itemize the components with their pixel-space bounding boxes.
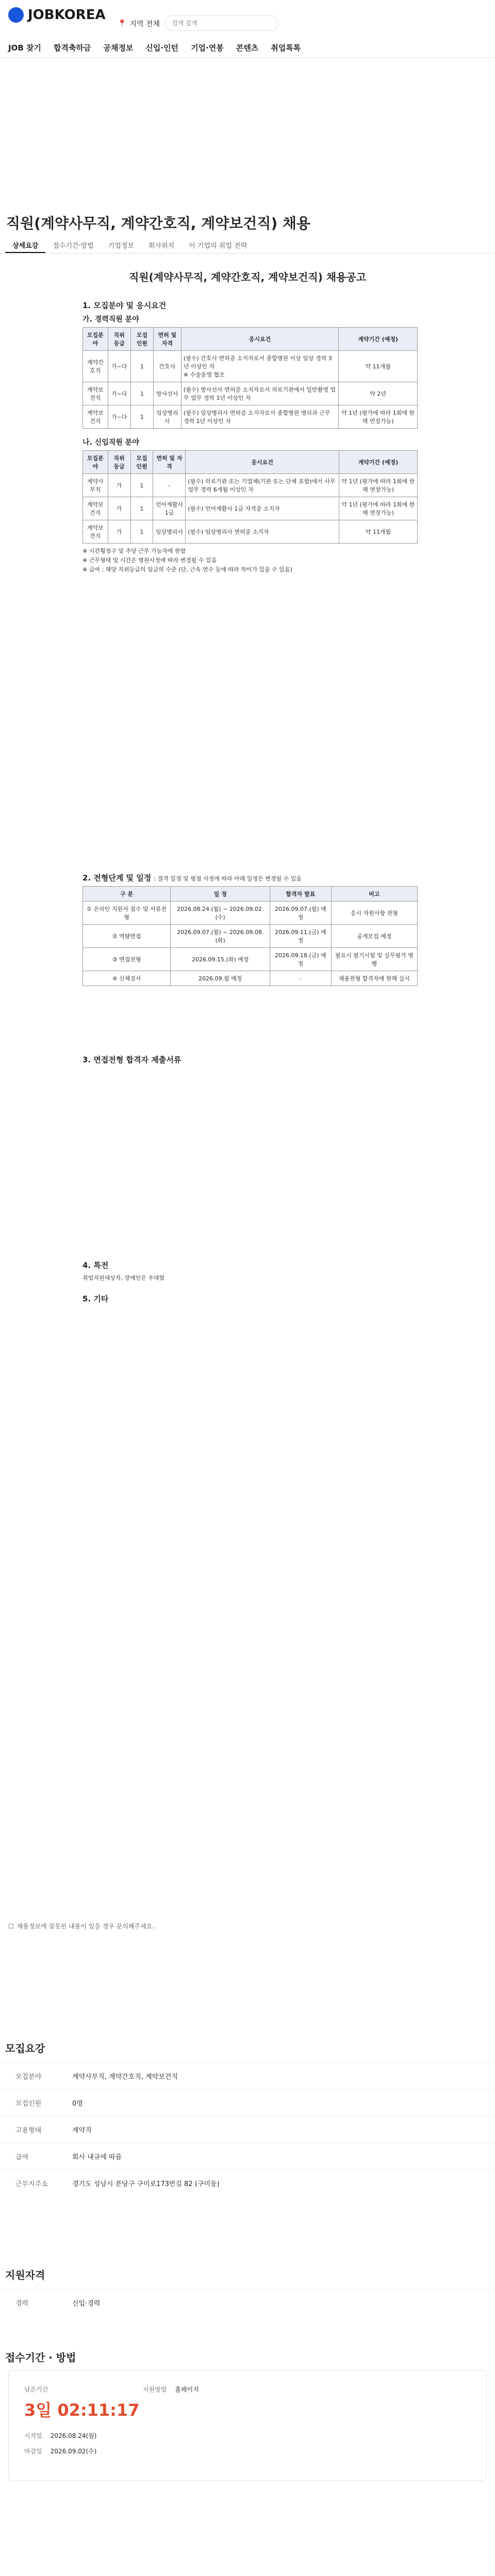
table-cell: 2026.09.월 예정 — [171, 971, 270, 986]
table-row — [83, 351, 418, 382]
info-row — [0, 2289, 495, 2316]
info-key: 고용형태 — [15, 2127, 42, 2134]
section-heading: 4. 특전 — [82, 1261, 109, 1270]
section-heading: 1. 모집분야 및 응시요건 — [82, 301, 167, 310]
section-text: 취업지원대상자, 장애인은 우대함 — [82, 1275, 165, 1281]
logo-icon — [8, 7, 24, 23]
nav-item[interactable]: 기업·연봉 — [191, 43, 224, 53]
table-cell: 언어재활사 1급 — [153, 497, 186, 520]
table-cell: 2026.08.24.(월) ~ 2026.09.02.(수) — [171, 902, 270, 925]
table-cell: 계약보건직 — [83, 405, 108, 429]
table-cell: 방사선사 — [153, 382, 181, 405]
table-cell: 2026.09.18.(금) 예정 — [270, 948, 331, 971]
table-row — [83, 948, 418, 971]
table-header: 모집분야 — [83, 451, 108, 474]
table-cell: 가~다 — [108, 405, 130, 429]
table-cell: 약 1년 (평가에 따라 1회에 한해 연장가능) — [339, 497, 417, 520]
announcement-title: 직원(계약사무직, 계약간호직, 계약보건직) 채용공고 — [128, 271, 367, 283]
table-row — [83, 925, 418, 948]
checkbox-icon[interactable]: ☐ — [8, 1922, 14, 1930]
table-cell: 가~다 — [108, 382, 130, 405]
remain-label: 남은기간 — [24, 2386, 48, 2393]
table-cell: 필요시 필기시험 및 실무평가 병행 — [331, 948, 418, 971]
tab-detail[interactable]: 상세요강 — [5, 237, 45, 253]
table-cell: 1 — [130, 382, 153, 405]
info-value: 0명 — [72, 2100, 83, 2108]
table-cell: ④ 신체검사 — [83, 971, 171, 986]
table-cell: 약 11개월 — [339, 351, 418, 382]
info-row — [0, 2116, 495, 2143]
table-cell: ① 온라인 지원서 접수 및 서류전형 — [83, 902, 171, 925]
tab-apply[interactable]: 접수기간·방법 — [53, 242, 94, 250]
table-cell: 가 — [108, 474, 130, 497]
note-line: ※ 근무형태 및 시간은 병원사정에 따라 변경될 수 있음 — [82, 557, 217, 564]
nav-item[interactable]: 콘텐츠 — [236, 43, 259, 53]
table-cell: (필수) 임상병리사 면허증 소지자 — [186, 520, 339, 544]
table-cell: 1 — [130, 351, 153, 382]
schedule-table — [82, 886, 418, 986]
info-value: 계약직 — [72, 2127, 92, 2134]
nav-item[interactable]: JOB 찾기 — [8, 43, 41, 53]
location-selector[interactable]: 📍 지역 전체 — [118, 20, 160, 28]
table-row — [83, 382, 418, 405]
start-date: 시작일 2026.08.24(월) — [24, 2432, 97, 2439]
table-row — [83, 474, 418, 497]
table-row — [83, 405, 418, 429]
table-cell: - — [153, 474, 186, 497]
table-cell: 계약사무직 — [83, 474, 108, 497]
table-cell: (필수) 방사선사 면허증 소지자로서 의료기관에서 일반촬영 업무 업무 경력 1년 이상인 자 — [181, 382, 338, 405]
table-cell: 2026.09.07.(월) ~ 2026.09.08.(화) — [171, 925, 270, 948]
table-cell: 가 — [108, 520, 130, 544]
table-cell: 약 1년 (평가에 따라 1회에 한해 연장가능) — [339, 474, 417, 497]
table-header: 면허 및 자격 — [153, 451, 186, 474]
table-cell: 1 — [130, 474, 153, 497]
table-cell: 계약보건직 — [83, 382, 108, 405]
nav-item[interactable]: 취업톡톡 — [271, 43, 301, 53]
table-cell: 공개모집 예정 — [331, 925, 418, 948]
table-header: 응시요건 — [186, 451, 339, 474]
table-header: 직위 등급 — [108, 451, 130, 474]
section-heading: 5. 기타 — [82, 1294, 109, 1303]
table-header: 일 정 — [171, 887, 270, 902]
info-key: 모집인원 — [15, 2100, 42, 2108]
table-row — [83, 902, 418, 925]
nav-item[interactable]: 신입·인턴 — [145, 43, 179, 53]
info-value: 계약사무직, 계약간호직, 계약보건직 — [72, 2073, 178, 2081]
table-cell: 2026.09.11.(금) 예정 — [270, 925, 331, 948]
site-header — [0, 0, 495, 58]
logo[interactable]: JOBKOREA — [8, 7, 106, 23]
career-table — [82, 327, 418, 429]
table-cell: 약 11개월 — [339, 520, 417, 544]
tab-company[interactable]: 기업정보 — [108, 242, 134, 250]
section-heading: 2. 전형단계 및 일정 : 결격 일정 및 평점 사정에 따라 아래 일정은 변경될 수 있음 — [82, 873, 302, 883]
main-nav — [0, 42, 301, 53]
table-row — [83, 971, 418, 986]
table-header: 모집 인원 — [130, 328, 153, 351]
table-cell: 가 — [108, 497, 130, 520]
table-cell: 임상병리사 — [153, 405, 181, 429]
info-key: 급여 — [15, 2154, 29, 2161]
remain-time: 3일 02:11:17 — [24, 2400, 140, 2420]
table-cell: ③ 면접전형 — [83, 948, 171, 971]
tab-strategy[interactable]: 이 기업의 취업 전략 — [189, 242, 248, 250]
table-cell: 약 1년 (평가에 따라 1회에 한해 연장가능) — [339, 405, 418, 429]
report-line: ☐ 채용정보에 잘못된 내용이 있을 경우 문의해주세요. — [8, 1922, 155, 1930]
tab-location[interactable]: 회사위치 — [148, 242, 175, 250]
apply-box — [8, 2370, 487, 2481]
info-row — [0, 2170, 495, 2196]
table-cell: (필수) 임상병리사 면허증 소지자로서 종합병원 병리과 근무 경력 1년 이상인 자 — [181, 405, 338, 429]
table-cell: (필수) 언어재활사 1급 자격증 소지자 — [186, 497, 339, 520]
table-cell: - — [270, 971, 331, 986]
table-cell: 가~다 — [108, 351, 130, 382]
table-header: 구 분 — [83, 887, 171, 902]
info-row — [0, 2062, 495, 2089]
table-cell: 임상병리사 — [153, 520, 186, 544]
section-heading: 3. 면접전형 합격자 제출서류 — [82, 1055, 182, 1064]
table-cell: 채용전형 합격자에 한해 실시 — [331, 971, 418, 986]
note-line: ※ 시간횡청구 및 주당 근무 가능자에 한함 — [82, 548, 186, 554]
subsection-heading: 나. 신입직원 분야 — [82, 438, 139, 447]
section-title: 모집요강 — [5, 2042, 45, 2055]
section-title: 지원자격 — [5, 2269, 45, 2281]
info-key: 모집분야 — [15, 2073, 42, 2081]
table-cell: 약 2년 — [339, 382, 418, 405]
info-value: 신입·경력 — [72, 2300, 101, 2308]
table-cell: 1 — [130, 497, 153, 520]
info-value: 경기도 성남시 분당구 구미로173번길 82 (구미동) — [72, 2180, 220, 2188]
table-header: 모집분야 — [83, 328, 108, 351]
table-cell: 1 — [130, 520, 153, 544]
info-key: 근무지주소 — [15, 2180, 48, 2188]
info-value: 회사 내규에 따름 — [72, 2154, 122, 2161]
table-cell: 간호사 — [153, 351, 181, 382]
table-cell: ② 역량면접 — [83, 925, 171, 948]
apply-method: 지원방법 홈페이지 — [143, 2386, 199, 2393]
table-cell: (필수) 간호사 면허증 소지자로서 종합병원 이상 임상 경력 3년 이상인 자 ※ 수술운영 협조 — [181, 351, 338, 382]
table-cell: (필수) 의료기관 또는 기업체(기관 또는 단체 포함)에서 사무 업무 경력 6개월 이상인 자 — [186, 474, 339, 497]
end-date: 마감일 2026.09.02(수) — [24, 2448, 97, 2455]
info-key: 경력 — [15, 2300, 29, 2308]
announcement-body — [82, 294, 418, 1307]
table-header: 모집 인원 — [130, 451, 153, 474]
table-cell: 1 — [130, 405, 153, 429]
notes — [82, 547, 418, 574]
table-row — [83, 520, 418, 544]
section-title: 접수기간 · 방법 — [5, 2351, 76, 2364]
info-row — [0, 2089, 495, 2116]
table-header: 면허 및 자격 — [153, 328, 181, 351]
table-cell: 응시 자원사항 전형 — [331, 902, 418, 925]
table-cell: 계약보건직 — [83, 497, 108, 520]
qualify-section — [0, 2267, 495, 2316]
detail-tabs — [0, 237, 495, 253]
nav-item[interactable]: 합격축하금 — [53, 43, 91, 53]
apply-section-title — [0, 2349, 495, 2371]
table-header: 직위 등급 — [108, 328, 130, 351]
nav-item[interactable]: 공채정보 — [103, 43, 134, 53]
table-header: 합격자 발표 — [270, 887, 331, 902]
table-cell: 계약보건직 — [83, 520, 108, 544]
table-header: 계약기간 (예정) — [339, 328, 418, 351]
table-cell: 계약간호직 — [83, 351, 108, 382]
recruit-section — [0, 2040, 495, 2196]
table-header: 계약기간 (예정) — [339, 451, 417, 474]
job-title: 직원(계약사무직, 계약간호직, 계약보건직) 채용 — [6, 215, 311, 232]
table-cell: 2026.09.07.(월) 예정 — [270, 902, 331, 925]
new-table — [82, 450, 418, 544]
search-input[interactable] — [165, 15, 278, 31]
table-header: 응시요건 — [181, 328, 338, 351]
table-cell: 2026.09.15.(화) 예정 — [171, 948, 270, 971]
info-row — [0, 2143, 495, 2170]
table-header: 비고 — [331, 887, 418, 902]
pin-icon: 📍 — [118, 20, 127, 28]
note-line: ※ 급여 : 해당 직위등급의 임금의 수준 (단, 근속 연수 등에 따라 차이가 있을 수 있음) — [82, 566, 292, 573]
subsection-heading: 가. 경력직원 분야 — [82, 315, 139, 324]
table-row — [83, 497, 418, 520]
